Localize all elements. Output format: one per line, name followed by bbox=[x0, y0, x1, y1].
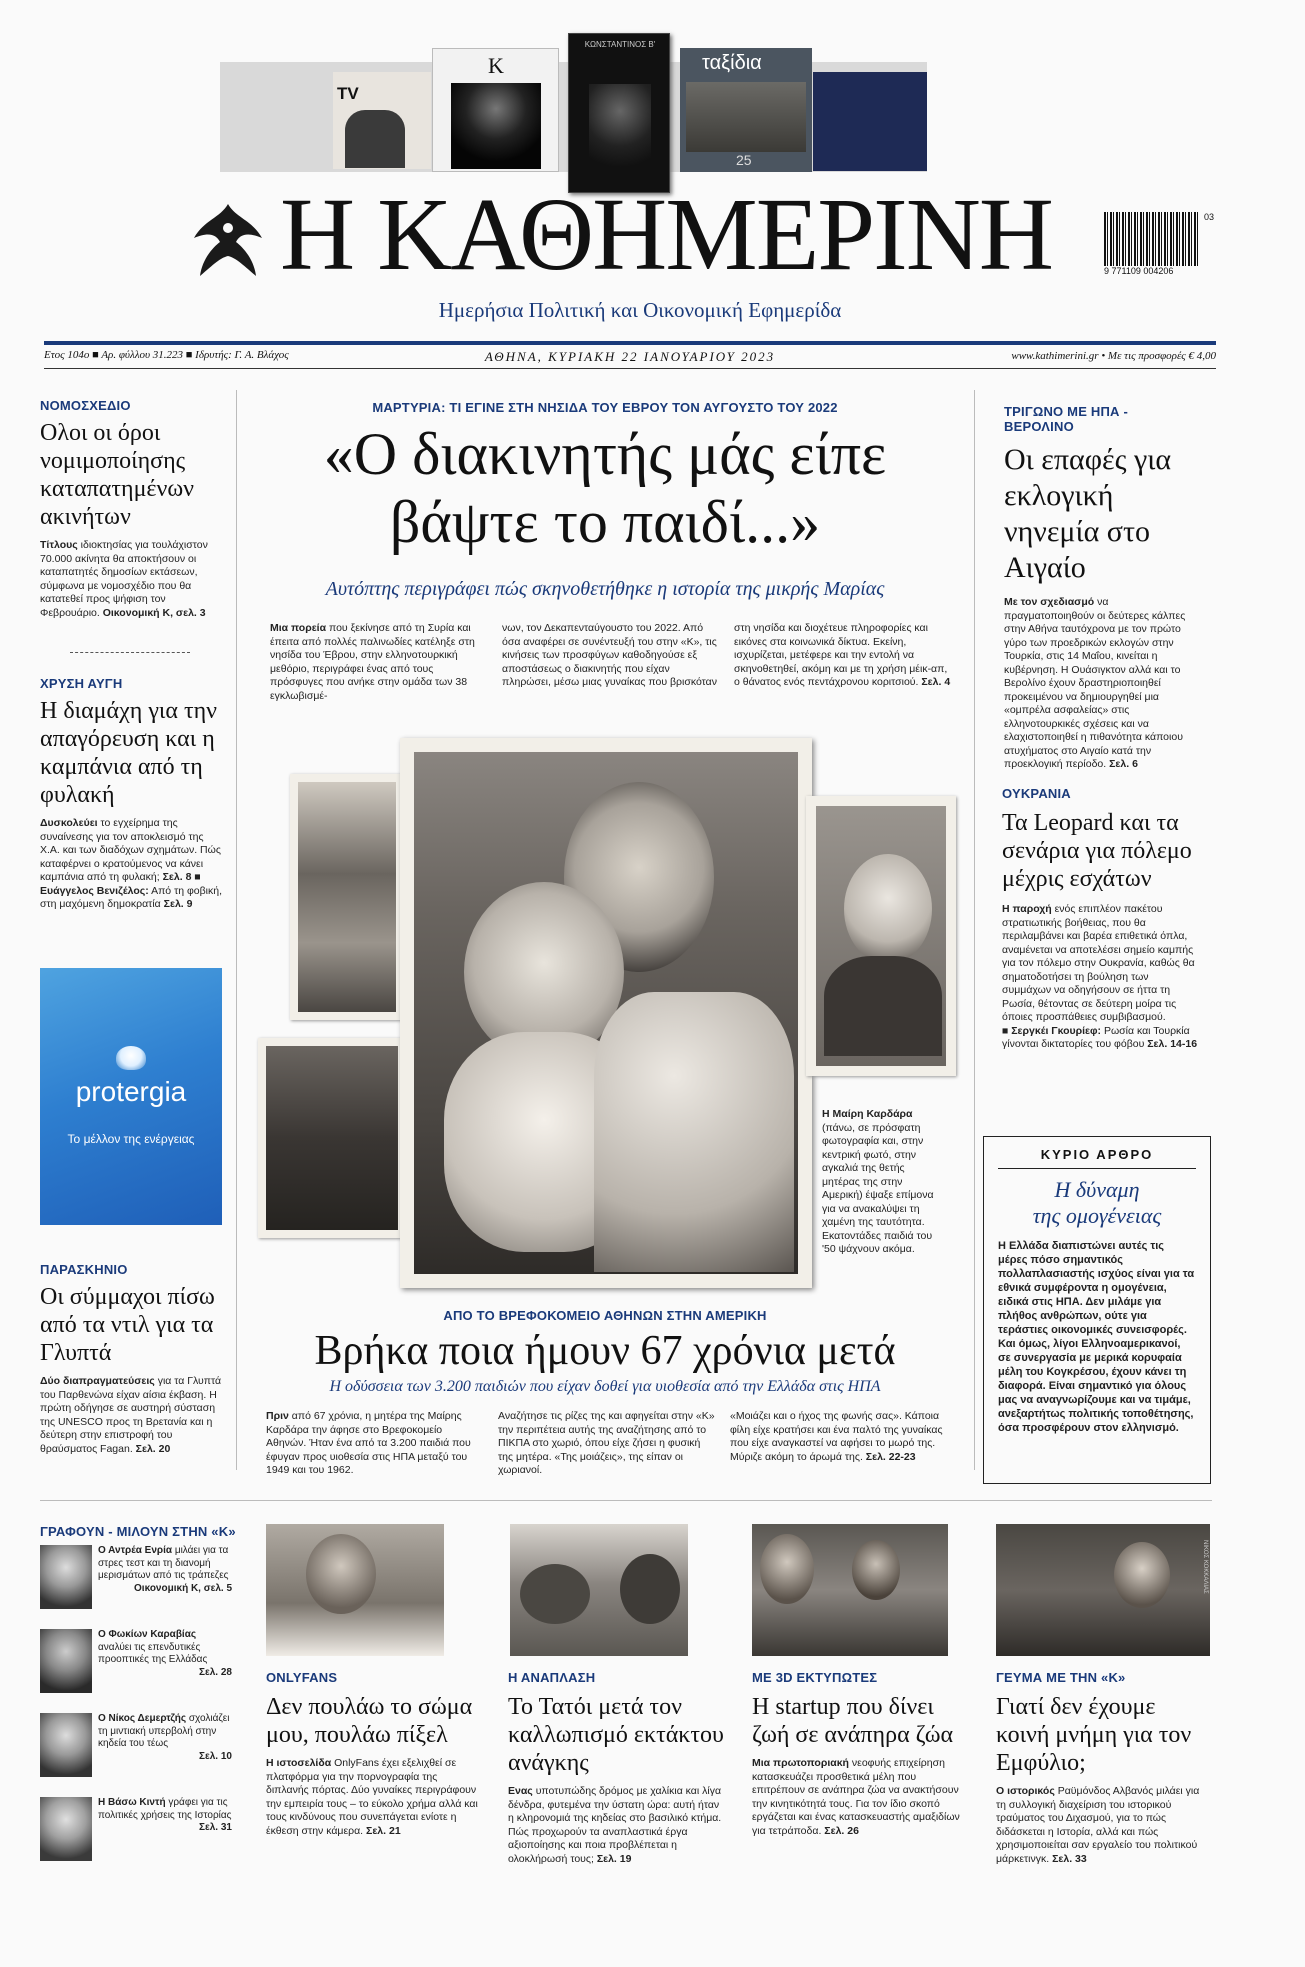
writer-item[interactable] bbox=[40, 1797, 236, 1881]
article-lead: Τίτλους bbox=[40, 539, 78, 551]
masthead-bottom-rule bbox=[44, 368, 1216, 369]
writer-name: Ο Αντρέα Ενρία bbox=[98, 1545, 173, 1556]
article-headline[interactable]: Ολοι οι όροι νομιμοποίησης καταπατημένων ακινήτων bbox=[40, 420, 195, 530]
bottom-story-4 bbox=[996, 1670, 1210, 1866]
article-lead: Ενας bbox=[508, 1785, 533, 1797]
article-text: «Μοιάζει και ο ήχος της φωνής σας». Κάποια φίλη είχε κρατήσει και ένα παλτό της γυναίκας που είχε αναγκαστεί να αφήσει το μωρό της. Μύριζε ακόμη το άρωμά της. bbox=[730, 1410, 943, 1463]
bottom-story-2 bbox=[508, 1670, 724, 1866]
article-lead: Δύο διαπραγματεύσεις bbox=[40, 1375, 155, 1387]
avatar bbox=[40, 1797, 92, 1861]
article-body bbox=[996, 1785, 1210, 1866]
article-text: υποτυπώδης δρόμος με χαλίκια και λίγα δένδρα, φυτεμένα την ύστατη ώρα: αυτή ήταν η κληρονομιά της κηδείας στο βασιλικό κτήμα. Πώς προχωρούν τα αναπλαστικά έργα αξιοποίησης και ποια προβλέπεται η ολοκλήρωσή τους; bbox=[508, 1785, 722, 1865]
article-ref[interactable]: Οικονομική Κ, σελ. 3 bbox=[102, 606, 206, 619]
article-headline[interactable]: Το Τατόι μετά τον καλλωπισμό εκτάκτου ανάγκης bbox=[508, 1694, 724, 1776]
tv-insert-image bbox=[345, 110, 405, 168]
article-text: για τα Γλυπτά του Παρθενώνα είχαν αίσια έκβαση. Η πρώτη οδήγησε σε αυστηρή σύσταση της UNESCO προς τη Βρετανία και η δεύτερη στην επιστροφή του θραύσματος Fagan. bbox=[40, 1375, 222, 1455]
story2-headline[interactable]: Βρήκα ποια ήμουν 67 χρόνια μετά bbox=[314, 1328, 896, 1374]
lead-column-1 bbox=[270, 622, 488, 703]
right-article-1 bbox=[1004, 404, 1200, 772]
protergia-logo-icon bbox=[116, 1046, 146, 1070]
article-lead: Ο ιστορικός bbox=[996, 1785, 1055, 1797]
blue-insert bbox=[813, 72, 927, 171]
k-insert-image bbox=[451, 83, 541, 169]
photo-caption bbox=[822, 1108, 942, 1257]
protergia-tagline: Το μέλλον της ενέργειας bbox=[67, 1132, 195, 1146]
masthead-subtitle: Ημερήσια Πολιτική και Οικονομική Εφημερίδα bbox=[438, 298, 842, 322]
barcode-issue: 03 bbox=[1204, 212, 1215, 222]
article-text: Από τη φοβική, στη μαχόμενη δημοκρατία bbox=[40, 884, 222, 910]
bottom-strip-rule bbox=[40, 1500, 1212, 1501]
article-ref[interactable]: Σελ. 4 bbox=[921, 676, 951, 688]
article-body bbox=[508, 1785, 724, 1866]
left-article-1 bbox=[40, 398, 226, 620]
article-text: Ραϋμόνδος Αλβανός μιλάει για τη συλλογική διαχείριση του ιστορικού τραύματος του Διχασμού, για το πώς διδάσκεται η Ιστορία, αλλά και πώς χρησιμοποιείται σαν εργαλείο του πολιτικού μάρκετινγκ. bbox=[996, 1785, 1200, 1865]
article-body bbox=[752, 1757, 970, 1838]
writer-text: γράφει για τις πολιτικές χρήσεις της Ιστορίας bbox=[98, 1797, 232, 1821]
article-headline[interactable]: Δεν πουλάω το σώμα μου, πουλάω πίξελ bbox=[266, 1694, 473, 1748]
article-text: το εγχείρημα της συναίνεσης για τον αποκλεισμό της Χ.Α. και των διαδόχων σχημάτων. Πώς καταφέρνει ο κρατούμενος να κάνει καμπάνια από τη φυλακή; bbox=[40, 817, 221, 883]
story2-column-2 bbox=[498, 1410, 716, 1478]
article-ref[interactable]: Σελ. 26 bbox=[824, 1824, 859, 1837]
left-article-2 bbox=[40, 676, 226, 912]
main-photo-mother-baby bbox=[400, 738, 812, 1288]
article-text: ενός επιπλέον πακέτου στρατιωτικής βοήθειας, που θα περιλαμβάνει και βαρέα επιθετικά όπλα, αναμένεται να αποτελέσει σημείο καμπής για τον πόλεμο στην Ουκρανία, καθώς θα σηματοδοτήσει τη βούληση των συμμάχων να οδηγήσουν σε ήττα τη Ρωσία, θέτοντας σε δεύτερη μοίρα τις όποιες προσπάθειες συμβιβασμού. bbox=[1002, 903, 1195, 1023]
k-insert-logo: K bbox=[488, 53, 504, 78]
story-photo-tatoi bbox=[510, 1524, 688, 1656]
story2-kicker: ΑΠΟ ΤΟ ΒΡΕΦΟΚΟΜΕΙΟ ΑΘΗΝΩΝ ΣΤΗΝ ΑΜΕΡΙΚΗ bbox=[443, 1308, 767, 1323]
article-text: στη νησίδα και διοχέτευε πληροφορίες και εικόνες στα κοινωνικά δίκτυα. Εκείνη, ισχυρίζεται, μετέφερε και την εντολή να σκηνοθετηθεί, ακόμη και με τη χρήση μέικ-απ, ο θάνατος ενός πεντάχρονου κοριτσιού. bbox=[734, 622, 948, 688]
article-headline[interactable]: Η startup που δίνει ζωή σε ανάπηρα ζώα bbox=[752, 1694, 954, 1748]
avatar bbox=[40, 1629, 92, 1693]
protergia-ad[interactable] bbox=[40, 968, 222, 1225]
article-text: που ξεκίνησε από τη Συρία και έπειτα από πολλές παλινωδίες κατέληξε στη νησίδα του Έβρου, στην ελληνοτουρκική μεθόριο, περιγράφει ένας από τους πρόσφυγες που ανήκε στην ομάδα των 38 εγκλωβισμέ- bbox=[270, 622, 475, 702]
lead-column-3 bbox=[734, 622, 956, 690]
article-lead: Η ιστοσελίδα bbox=[266, 1757, 332, 1769]
article-ref[interactable]: Σελ. 21 bbox=[366, 1824, 401, 1837]
writer-ref[interactable]: Σελ. 31 bbox=[199, 1822, 232, 1833]
article-text: ιδιοκτησίας για τουλάχιστον 70.000 ακίνητα θα αποκτήσουν οι καταπατητές δημοσίων εκτάσεων, σύμφωνα με νομοσχέδιο που θα κατατεθεί προς ψήφιση τον Φεβρουάριο. bbox=[40, 539, 208, 619]
article-lead: Μια πρωτοποριακή bbox=[752, 1757, 849, 1769]
article-ref[interactable]: Σελ. 22-23 bbox=[865, 1450, 916, 1463]
recent-photo bbox=[806, 796, 956, 1076]
article-lead: ■ Σεργκέι Γκουρίεφ: bbox=[1002, 1024, 1102, 1037]
writer-text: σχολιάζει τη μιντιακή υπερβολή στην κηδεία του τέως bbox=[98, 1713, 230, 1749]
editorial-title-line2[interactable]: της ομογένειας bbox=[1032, 1203, 1162, 1228]
article-text: Ρωσία και Τουρκία γίνονται δικτατορίες του φόβου bbox=[1002, 1024, 1190, 1050]
writer-item[interactable] bbox=[40, 1713, 236, 1797]
article-kicker: ONLYFANS bbox=[266, 1670, 338, 1685]
article-text: OnlyFans έχει εξελιχθεί σε πλατφόρμα για την πορνογραφία της διπλανής πόρτας. Δύο γυναίκες περιγράφουν την εμπειρία τους – το εύκολο χρήμα αλλά και τους κινδύνους που συνεπάγεται ενίοτε η έκθεση στην κάμερα. bbox=[266, 1757, 478, 1837]
article-body bbox=[40, 817, 226, 912]
article-text: νων, τον Δεκαπενταύγουστο του 2022. Από όσα αναφέρει σε συνέντευξή του στην «Κ», τις κινήσεις των προσφύγων καθοδηγούσε εξ αποστάσεως ο διακινητής που είχαν πληρώσει, μέσω μιας γυναίκας που βρισκόταν bbox=[502, 622, 717, 688]
writer-item[interactable] bbox=[40, 1629, 236, 1713]
article-ref[interactable]: Σελ. 20 bbox=[135, 1442, 171, 1455]
taxidia-insert-number: 25 bbox=[736, 152, 752, 168]
writers-list bbox=[40, 1545, 236, 1881]
story-photo-startup bbox=[752, 1524, 948, 1656]
editorial-body: Η Ελλάδα διαπιστώνει αυτές τις μέρες πόσο σημαντικός πολλαπλασιαστής ισχύος είναι για τα εθνικά συμφέροντα η ομογένεια, ειδικά στις ΗΠΑ. Δεν μιλάμε για πλήθος ανθρώπων, ούτε για τεράστιες οικονομικές συνεισφορές. Και όμως, λίγοι Ελληνοαμερικανοί, σε συνεργασία με μερικά κορυφαία μέλη του Κογκρέσου, έχουν κάνει τη διαφορά. Είναι σημαντικό για όλους μας να αναγνωρίζουμε και να τιμάμε, ανεξαρτήτως πολιτικής τοποθέτησης, όσα προσφέρουν στον ελληνισμό. bbox=[998, 1240, 1195, 1434]
writer-item[interactable] bbox=[40, 1545, 236, 1629]
article-headline[interactable]: Οι σύμμαχοι πίσω από τα ντιλ για τα Γλυπτά bbox=[40, 1284, 215, 1366]
barcode bbox=[1104, 212, 1220, 280]
article-lead: ■ Ευάγγελος Βενιζέλος: bbox=[40, 871, 201, 897]
article-text: Αναζήτησε τις ρίζες της και αφηγείται στην «Κ» την περιπέτεια αυτής της αναζήτησης από το ΠΙΚΠΑ στο χωριό, όπου είχε ζήσει η φυσική της μητέρα. «Της μοιάζεις», της είπαν οι χωριανοί. bbox=[498, 1410, 715, 1476]
article-kicker: ΓΕΥΜΑ ΜΕ ΤΗΝ «Κ» bbox=[996, 1670, 1126, 1685]
story-photo-lunch bbox=[996, 1524, 1210, 1656]
avatar bbox=[40, 1713, 92, 1777]
article-ref[interactable]: Σελ. 19 bbox=[596, 1852, 632, 1865]
divider bbox=[70, 652, 190, 653]
article-ref[interactable]: Σελ. 8 bbox=[162, 871, 192, 883]
article-lead: Με τον σχεδιασμό bbox=[1004, 596, 1095, 608]
article-ref[interactable]: Σελ. 9 bbox=[163, 898, 193, 910]
column-separator bbox=[236, 390, 237, 1470]
caption-text: (πάνω, σε πρόσφατη φωτογραφία και, στην κεντρική φωτό, στην αγκαλιά της θετής μητέρας της στην Αμερική) έψαξε επίμονα για να ανακαλύψει τη χαμένη της ταυτότητα. Εκατοντάδες παιδιά του '50 ψάχνουν ακόμα. bbox=[822, 1121, 934, 1255]
taxidia-insert-title: ταξίδια bbox=[702, 52, 762, 74]
article-body bbox=[266, 1757, 480, 1838]
article-lead: Δυσκολεύει bbox=[40, 817, 98, 829]
writer-ref[interactable]: Σελ. 10 bbox=[199, 1750, 232, 1762]
editorial-kicker: ΚΥΡΙΟ ΑΡΘΡΟ bbox=[998, 1147, 1196, 1169]
lead-headline-line1[interactable]: «Ο διακινητής μάς είπε bbox=[323, 421, 887, 487]
article-kicker: Η ΑΝΑΠΛΑΣΗ bbox=[508, 1670, 596, 1685]
article-kicker: ΠΑΡΑΣΚΗΝΙΟ bbox=[40, 1262, 128, 1277]
issue-info: Ετος 104ο ■ Αρ. φύλλου 31.223 ■ Ιδρυτής: Γ. Α. Βλάχος bbox=[44, 349, 289, 361]
taxidia-insert-image bbox=[686, 82, 806, 152]
writer-ref[interactable]: Σελ. 28 bbox=[199, 1666, 232, 1678]
right-article-2 bbox=[1002, 786, 1200, 1052]
column-separator bbox=[974, 390, 975, 1470]
avatar bbox=[40, 1545, 92, 1609]
article-body bbox=[1002, 903, 1200, 1052]
article-body bbox=[40, 1375, 226, 1456]
article-kicker: ΟΥΚΡΑΝΙΑ bbox=[1002, 786, 1071, 801]
story2-deck: Η οδύσσεια των 3.200 παιδιών που είχαν δοθεί για υιοθεσία από την Ελλάδα στις ΗΠΑ bbox=[329, 1378, 881, 1395]
masthead-rule bbox=[44, 341, 1216, 345]
article-kicker: ΜΕ 3D ΕΚΤΥΠΩΤΕΣ bbox=[752, 1670, 878, 1685]
bottom-story-3 bbox=[752, 1670, 970, 1838]
dateline: ΑΘΗΝΑ, ΚΥΡΙΑΚΗ 22 ΙΑΝΟΥΑΡΙΟΥ 2023 bbox=[484, 349, 776, 364]
story2-column-1 bbox=[266, 1410, 484, 1478]
mother-dress bbox=[594, 992, 794, 1272]
lead-headline-line2[interactable]: βάψτε το παιδί...» bbox=[389, 489, 821, 555]
k-insert bbox=[432, 48, 559, 172]
article-headline[interactable]: Γιατί δεν έχουμε κοινή μνήμη για τον Εμφύλιο; bbox=[996, 1694, 1192, 1776]
caption-lead: Η Μαίρη Καρδάρα bbox=[822, 1108, 913, 1120]
article-body bbox=[40, 539, 226, 620]
article-headline[interactable]: Οι επαφές για εκλογική νηνεμία στο Αιγαίο bbox=[1004, 443, 1172, 584]
article-headline[interactable]: Τα Leopard και τα σενάρια για πόλεμο μέχρις εσχάτων bbox=[1002, 810, 1192, 892]
article-lead: Μια πορεία bbox=[270, 622, 327, 634]
article-ref[interactable]: Σελ. 14-16 bbox=[1147, 1038, 1198, 1050]
taxidia-insert bbox=[680, 48, 812, 172]
writer-text: αναλύει τις επενδυτικές προοπτικές της Ελλάδας bbox=[98, 1641, 208, 1665]
article-kicker: ΧΡΥΣΗ ΑΥΓΗ bbox=[40, 676, 123, 691]
book-insert-title: ΚΩΝΣΤΑΝΤΙΝΟΣ Β' bbox=[584, 40, 656, 49]
writer-name: Η Βάσω Κιντή bbox=[98, 1797, 166, 1808]
masthead-logo-bird bbox=[190, 198, 266, 280]
masthead-title: Η ΚΑΘΗΜΕΡΙΝΗ bbox=[280, 177, 1052, 292]
site-price: www.kathimerini.gr • Με τις προσφορές € 4,00 bbox=[1011, 350, 1216, 362]
article-body bbox=[1004, 596, 1200, 772]
writers-box bbox=[40, 1524, 236, 1881]
article-kicker: ΤΡΙΓΩΝΟ ΜΕ ΗΠΑ - ΒΕΡΟΛΙΝΟ bbox=[1004, 404, 1128, 434]
bottom-story-1 bbox=[266, 1670, 480, 1838]
book-insert bbox=[568, 33, 670, 193]
story2-column-3 bbox=[730, 1410, 956, 1464]
family-photo-small-1 bbox=[290, 774, 404, 1020]
protergia-brand: protergia bbox=[75, 1076, 187, 1107]
writer-name: Ο Νίκος Δεμερτζής bbox=[98, 1713, 187, 1724]
article-text: νεοφυής επιχείρηση κατασκευάζει προσθετικά μέλη που επιτρέπουν σε ανάπηρα ζώα να ανακτήσουν την κινητικότητά τους. Για τον ίδιο σκοπό εργάζεται και ένας κατασκευαστής αμαξιδίων για τετράποδα. bbox=[752, 1757, 960, 1837]
editorial-title-line1[interactable]: Η δύναμη bbox=[1054, 1177, 1140, 1202]
article-kicker: ΝΟΜΟΣΧΕΔΙΟ bbox=[40, 398, 131, 413]
writer-name: Ο Φωκίων Καραβίας bbox=[98, 1629, 197, 1640]
photo-credit: ΝΙΚΟΣ ΚΟΚΚΑΛΙΑΣ bbox=[1202, 1540, 1208, 1594]
article-headline[interactable]: Η διαμάχη για την απαγόρευση και η καμπάνια από τη φυλακή bbox=[40, 698, 217, 808]
article-ref[interactable]: Σελ. 6 bbox=[1109, 758, 1138, 770]
article-text: να πραγματοποιηθούν οι δεύτερες κάλπες στην Αθήνα ταυτόχρονα με τον πρώτο γύρο των προεδρικών εκλογών στην Τουρκία, στις 14 Μαΐου, κινείται η κυβέρνηση. Η Ουάσιγκτον αλλά και το Βερολίνο έχουν δραστηριοποιηθεί προκειμένου να δημιουργηθεί μια «ομπρέλα ασφαλείας» στις ελληνοτουρκικές σχέσεις και να ελαχιστοποιηθεί η πιθανότητα κάποιου ατυχήματος στο Αιγαίο κατά την προεκλογική περίοδο. bbox=[1004, 596, 1186, 770]
lead-kicker: ΜΑΡΤΥΡΙΑ: ΤΙ ΕΓΙΝΕ ΣΤΗ ΝΗΣΙΔΑ ΤΟΥ ΕΒΡΟΥ ΤΟΝ ΑΥΓΟΥΣΤΟ ΤΟΥ 2022 bbox=[372, 400, 838, 415]
family-photo-small-2 bbox=[258, 1038, 406, 1238]
lead-column-2 bbox=[502, 622, 720, 690]
tv-insert-label: TV bbox=[337, 84, 359, 103]
writer-text: μιλάει για τα στρες τεστ και τη διανομή μερισμάτων από τις τράπεζες bbox=[98, 1545, 229, 1581]
book-insert-image bbox=[589, 84, 651, 174]
left-article-3 bbox=[40, 1262, 226, 1456]
writers-kicker: ΓΡΑΦΟΥΝ - ΜΙΛΟΥΝ ΣΤΗΝ «Κ» bbox=[40, 1524, 236, 1539]
writer-ref[interactable]: Οικονομική Κ, σελ. 5 bbox=[134, 1582, 232, 1594]
barcode-digits: 9 771109 004206 bbox=[1104, 266, 1174, 276]
article-ref[interactable]: Σελ. 33 bbox=[1052, 1852, 1087, 1865]
tv-insert bbox=[333, 72, 431, 169]
article-lead: Πριν bbox=[266, 1410, 289, 1422]
article-lead: Η παροχή bbox=[1002, 903, 1052, 915]
lead-deck: Αυτόπτης περιγράφει πώς σκηνοθετήθηκε η ιστορία της μικρής Μαρίας bbox=[325, 578, 885, 600]
barcode-bars bbox=[1104, 212, 1200, 266]
article-text: από 67 χρόνια, η μητέρα της Μαίρης Καρδάρα την άφησε στο Βρεφοκομείο Αθηνών. Ήταν ένα από τα 3.200 παιδιά που έφυγαν προς υιοθεσία στις ΗΠΑ μεταξύ του 1949 και του 1962. bbox=[266, 1410, 471, 1476]
editorial-box bbox=[983, 1136, 1211, 1484]
story-photo-onlyfans bbox=[266, 1524, 444, 1656]
